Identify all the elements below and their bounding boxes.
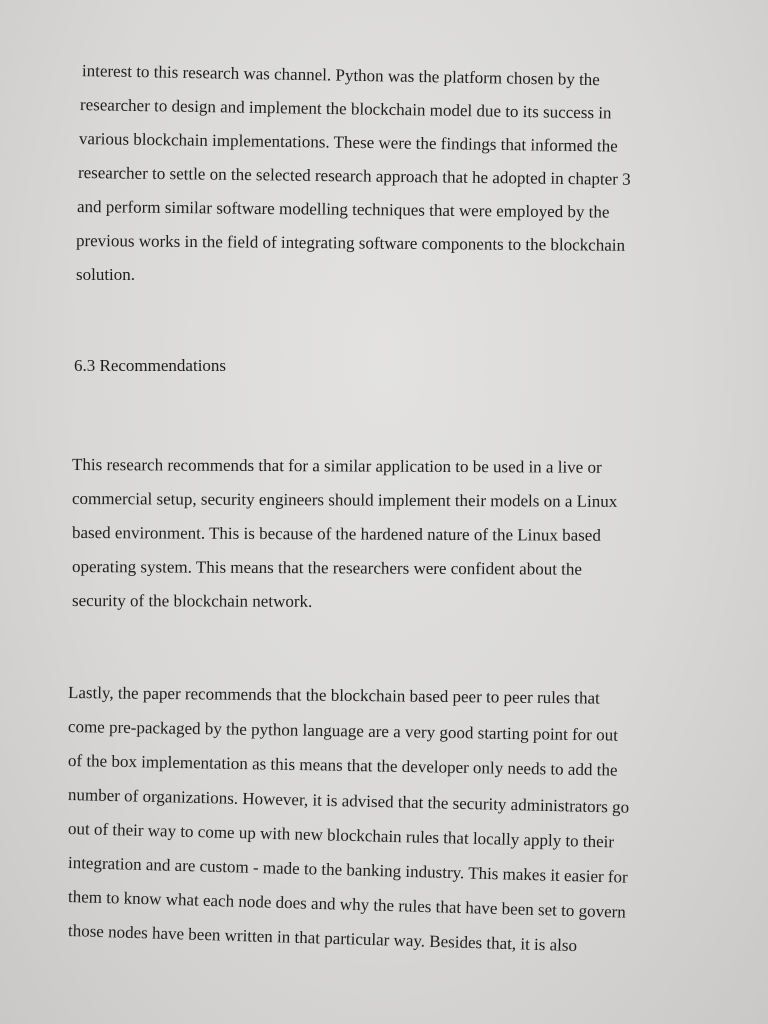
paragraph-research-findings [76, 54, 631, 292]
text-line: integration and are custom - made to the banking industry. This makes it easier for [67, 853, 628, 887]
text-line: researcher to design and implement the blockchain model due to its success in [79, 95, 612, 123]
text-line: interest to this research was channel. Python was the platform chosen by the [81, 61, 600, 90]
text-line: of the box implementation as this means that the developer only needs to add the [67, 751, 618, 780]
text-line: and perform similar software modelling techniques that were employed by the [76, 197, 610, 222]
section-heading-recommendations: 6.3 Recommendations [74, 356, 227, 375]
text-line: This research recommends that for a similar application to be used in a live or [71, 455, 602, 477]
text-line: those nodes have been written in that particular way. Besides that, it is also [67, 921, 578, 956]
text-line: operating system. This means that the researchers were confident about the [71, 557, 583, 579]
paragraph-linux-recommendation [72, 448, 617, 618]
text-line: Lastly, the paper recommends that the blockchain based peer to peer rules that [67, 683, 600, 708]
text-line: solution. [76, 265, 136, 284]
text-line: based environment. This is because of the hardened nature of the Linux based [71, 523, 601, 545]
paragraph-blockchain-rules-recommendation [67, 676, 630, 956]
text-line: come pre-packaged by the python language are a very good starting point for out [67, 717, 619, 745]
text-line: security of the blockchain network. [71, 591, 313, 611]
text-line: them to know what each node does and why the rules that have been set to govern [67, 887, 627, 922]
text-line: previous works in the field of integrating software components to the blockchain [75, 231, 626, 255]
text-line: number of organizations. However, it is advised that the security administrators go [67, 785, 630, 817]
text-line: commercial setup, security engineers should implement their models on a Linux [71, 489, 618, 511]
text-line: various blockchain implementations. These were the findings that informed the [78, 129, 618, 156]
text-line: out of their way to come up with new blockchain rules that locally apply to their [67, 819, 615, 852]
text-line: researcher to settle on the selected research approach that he adopted in chapter 3 [77, 163, 631, 189]
